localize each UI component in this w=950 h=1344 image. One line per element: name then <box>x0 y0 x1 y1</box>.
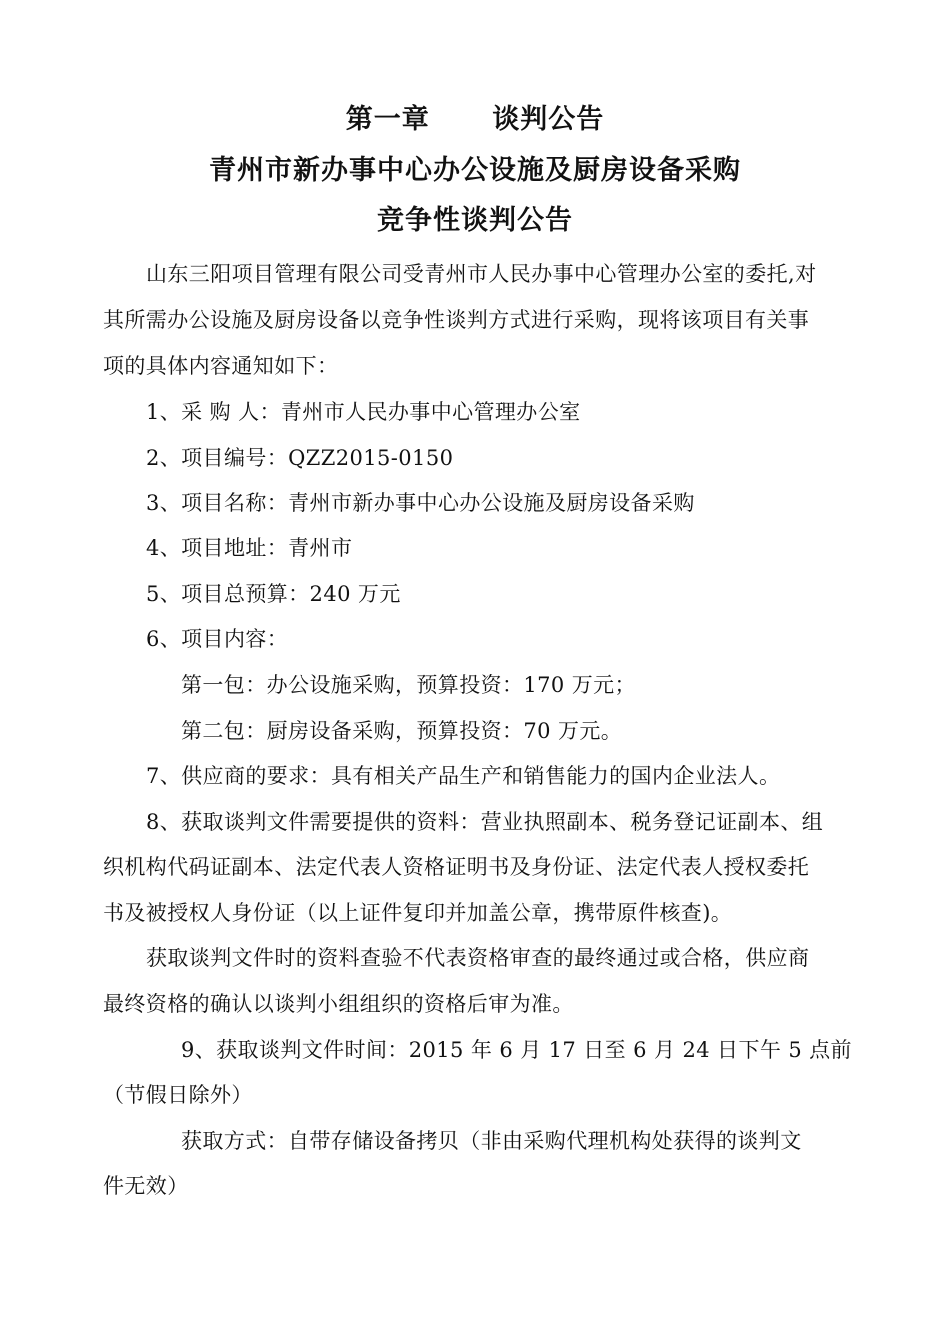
chapter-heading: 第一章 谈判公告 <box>345 104 605 135</box>
item-package-1: 第一包：办公设施采购，预算投资：170 万元； <box>181 673 636 697</box>
note-line-1: 获取谈判文件时的资料查验不代表资格审查的最终通过或合格，供应商 <box>146 946 810 970</box>
title-line-1: 青州市新办事中心办公设施及厨房设备采购 <box>209 155 741 186</box>
item-package-2: 第二包：厨房设备采购，预算投资：70 万元。 <box>181 719 623 743</box>
item-budget: 5、项目总预算：240 万元 <box>146 582 401 606</box>
intro-line-1: 山东三阳项目管理有限公司受青州市人民办事中心管理办公室的委托,对 <box>146 262 817 286</box>
item-content: 6、项目内容： <box>146 627 289 651</box>
note-line-2: 最终资格的确认以谈判小组组织的资格后审为准。 <box>103 992 574 1016</box>
item-method-line-2: 件无效） <box>103 1174 189 1198</box>
title-line-2: 竞争性谈判公告 <box>377 205 573 236</box>
item-project-no: 2、项目编号：QZZ2015-0150 <box>146 446 454 470</box>
item-project-name: 3、项目名称：青州市新办事中心办公设施及厨房设备采购 <box>146 491 695 515</box>
item-purchaser: 1、采 购 人：青州市人民办事中心管理办公室 <box>146 400 581 424</box>
item-docs-line-1: 8、获取谈判文件需要提供的资料：营业执照副本、税务登记证副本、组 <box>146 810 824 834</box>
item-time-line-1: 9、获取谈判文件时间：2015 年 6 月 17 日至 6 月 24 日下午 5 点前 <box>181 1038 852 1062</box>
item-docs-line-3: 书及被授权人身份证（以上证件复印并加盖公章，携带原件核查)。 <box>103 901 733 925</box>
item-project-site: 4、项目地址：青州市 <box>146 536 353 560</box>
item-method-line-1: 获取方式：自带存储设备拷贝（非由采购代理机构处获得的谈判文 <box>181 1129 802 1153</box>
item-time-line-2: （节假日除外） <box>103 1083 253 1107</box>
intro-line-3: 项的具体内容通知如下： <box>103 354 339 378</box>
item-docs-line-2: 织机构代码证副本、法定代表人资格证明书及身份证、法定代表人授权委托 <box>103 855 810 879</box>
intro-line-2: 其所需办公设施及厨房设备以竞争性谈判方式进行采购，现将该项目有关事 <box>103 308 810 332</box>
item-supplier-requirement: 7、供应商的要求：具有相关产品生产和销售能力的国内企业法人。 <box>146 764 781 788</box>
